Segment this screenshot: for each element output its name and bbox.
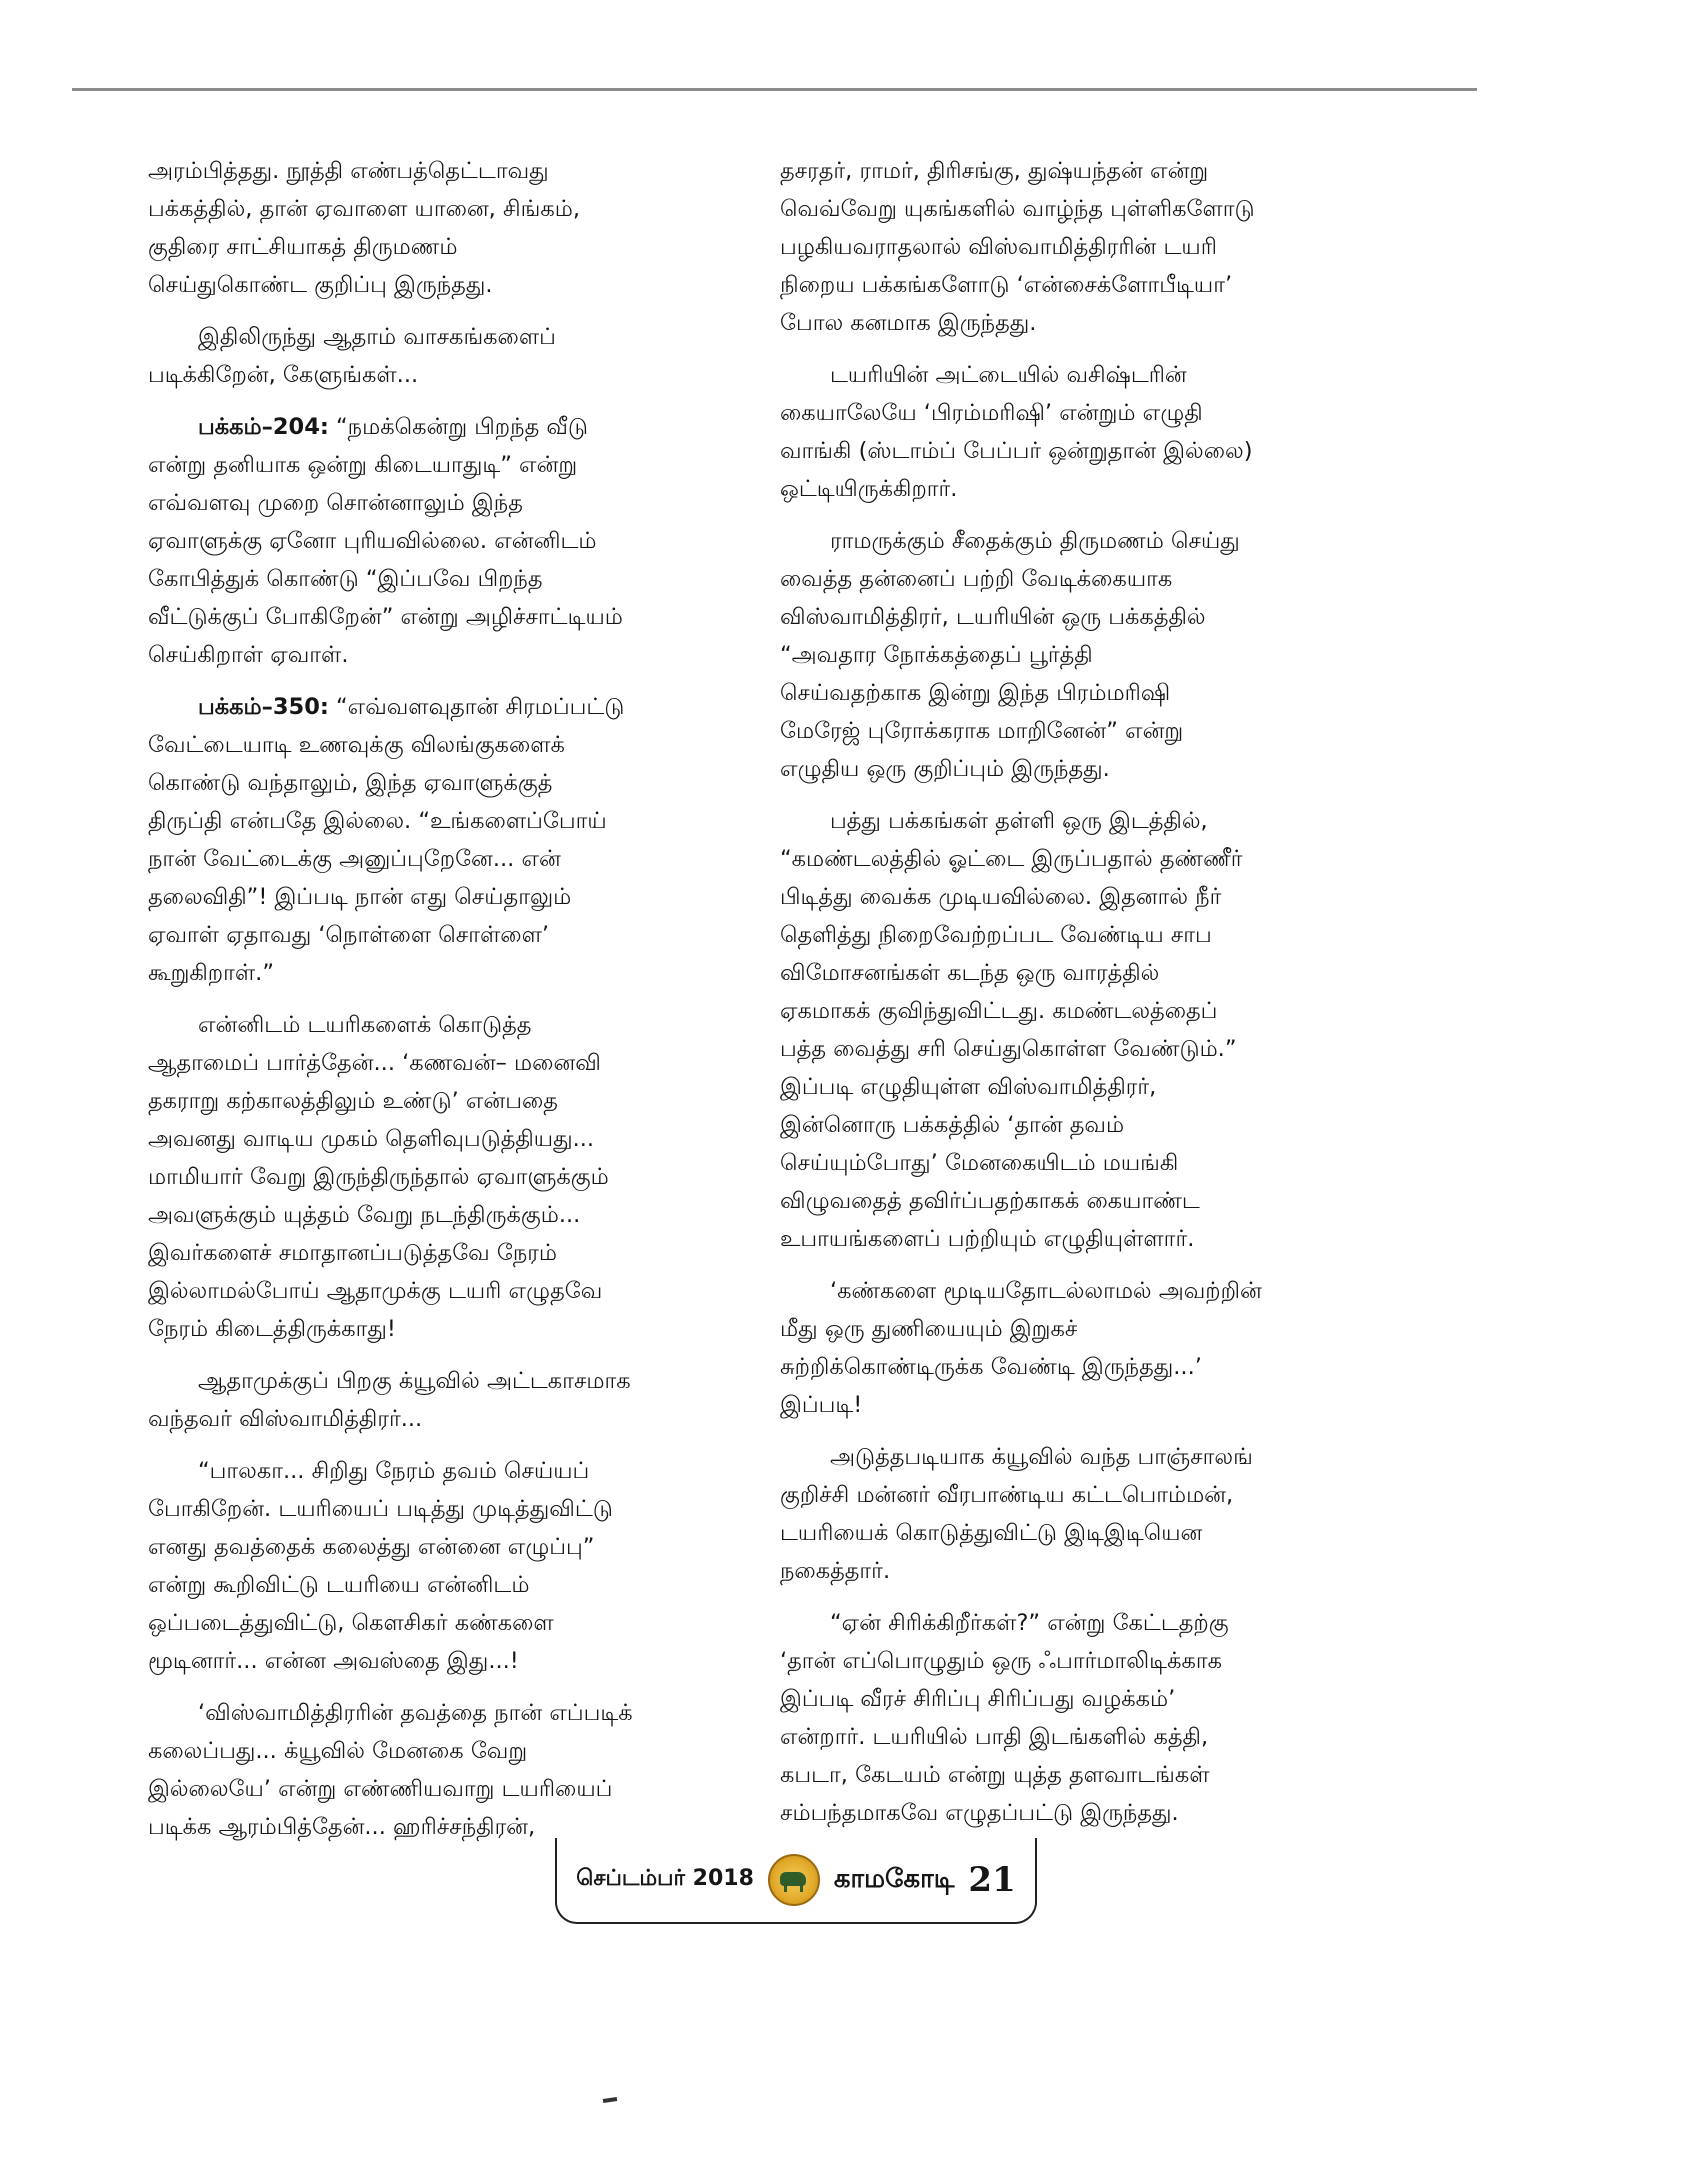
paragraph: அடுத்தபடியாக க்யூவில் வந்த பாஞ்சாலங் குறிச்சி மன்னர் வீரபாண்டிய கட்டபொம்மன், டயரியைக் கொடுத்துவிட்டு இடிஇடியென நகைத்தார். xyxy=(780,1444,1253,1584)
paragraph: தசரதர், ராமர், திரிசங்கு, துஷ்யந்தன் என்று வெவ்வேறு யுகங்களில் வாழ்ந்த புள்ளிகளோடு பழகியவராதலால் விஸ்வாமித்திரரின் டயரி நிறைய பக்கங்களோடு ‘என்சைக்ளோபீடியா’ போல கனமாக இருந்தது. xyxy=(780,158,1255,336)
top-rule xyxy=(72,88,1477,91)
page-number: 21 xyxy=(968,1860,1016,1900)
right-column xyxy=(780,152,1380,1846)
diary-entry-204: பக்கம்–204: “நமக்கென்று பிறந்த வீடு என்று தனியாக ஒன்று கிடையாதுடி” என்று எவ்வளவு முறை சொன்னாலும் இந்த ஏவாளுக்கு ஏனோ புரியவில்லை. என்னிடம் கோபித்துக் கொண்டு “இப்பவே பிறந்த வீட்டுக்குப் போகிறேன்” என்று அழிச்சாட்டியம் செய்கிறாள் ஏவாள். xyxy=(148,414,623,668)
scan-speck xyxy=(603,2097,617,2103)
page-footer xyxy=(555,1838,1037,1924)
paragraph: ‘விஸ்வாமித்திரரின் தவத்தை நான் எப்படிக் கலைப்பது... க்யூவில் மேனகை வேறு இல்லையே’ என்று எண்ணியவாறு டயரியைப் படிக்க ஆரம்பித்தேன்... ஹரிச்சந்திரன், xyxy=(148,1700,633,1840)
cow-emblem-icon xyxy=(768,1854,820,1906)
diary-entry-350: பக்கம்–350: “எவ்வளவுதான் சிரமப்பட்டு வேட்டையாடி உணவுக்கு விலங்குகளைக் கொண்டு வந்தாலும், இந்த ஏவாளுக்குத் திருப்தி என்பதே இல்லை. “உங்களைப்போய் நான் வேட்டைக்கு அனுப்புறேனே... என் தலைவிதி”! இப்படி நான் எது செய்தாலும் ஏவாள் ஏதாவது ‘நொள்ளை சொள்ளை’ கூறுகிறாள்.” xyxy=(148,694,625,986)
paragraph: டயரியின் அட்டையில் வசிஷ்டரின் கையாலேயே ‘பிரம்மரிஷி’ என்றும் எழுதி வாங்கி (ஸ்டாம்ப் பேப்பர் ஒன்றுதான் இல்லை) ஒட்டியிருக்கிறார். xyxy=(780,362,1253,502)
paragraph: ஆதாமுக்குப் பிறகு க்யூவில் அட்டகாசமாக வந்தவர் விஸ்வாமித்திரர்... xyxy=(148,1368,631,1432)
left-column xyxy=(148,152,748,1860)
paragraph: பத்து பக்கங்கள் தள்ளி ஒரு இடத்தில், “கமண்டலத்தில் ஓட்டை இருப்பதால் தண்ணீர் பிடித்து வைக்க முடியவில்லை. இதனால் நீர் தெளித்து நிறைவேற்றப்பட வேண்டிய சாப விமோசனங்கள் கடந்த ஒரு வாரத்தில் ஏகமாகக் குவிந்துவிட்டது. கமண்டலத்தைப் பத்த வைத்து சரி செய்துகொள்ள வேண்டும்.” இப்படி எழுதியுள்ள விஸ்வாமித்திரர், இன்னொரு பக்கத்தில் ‘தான் தவம் செய்யும்போது’ மேனகையிடம் மயங்கி விழுவதைத் தவிர்ப்பதற்காகக் கையாண்ட உபாயங்களைப் பற்றியும் எழுதியுள்ளார். xyxy=(780,808,1243,1252)
paragraph: இதிலிருந்து ஆதாம் வாசகங்களைப் படிக்கிறேன், கேளுங்கள்... xyxy=(148,324,556,388)
magazine-name: காமகோடி xyxy=(833,1863,955,1894)
paragraph: அரம்பித்தது. நூத்தி எண்பத்தெட்டாவது பக்கத்தில், தான் ஏவாளை யானை, சிங்கம், குதிரை சாட்சியாகத் திருமணம் செய்துகொண்ட குறிப்பு இருந்தது. xyxy=(148,158,580,298)
issue-date: செப்டம்பர் 2018 xyxy=(576,1866,754,1891)
paragraph: “பாலகா... சிறிது நேரம் தவம் செய்யப் போகிறேன். டயரியைப் படித்து முடித்துவிட்டு எனது தவத்தைக் கலைத்து என்னை எழுப்பு” என்று கூறிவிட்டு டயரியை என்னிடம் ஒப்படைத்துவிட்டு, கௌசிகர் கண்களை மூடினார்... என்ன அவஸ்தை இது...! xyxy=(148,1458,613,1674)
page-reference: பக்கம்–350: xyxy=(198,694,329,720)
paragraph: “ஏன் சிரிக்கிறீர்கள்?” என்று கேட்டதற்கு ‘தான் எப்பொழுதும் ஒரு ஃபார்மாலிடிக்காக இப்படி வீரச் சிரிப்பு சிரிப்பது வழக்கம்’ என்றார். டயரியில் பாதி இடங்களில் கத்தி, கபடா, கேடயம் என்று யுத்த தளவாடங்கள் சம்பந்தமாகவே எழுதப்பட்டு இருந்தது. xyxy=(780,1610,1229,1826)
page-reference: பக்கம்–204: xyxy=(198,414,329,440)
paragraph: ‘கண்களை மூடியதோடல்லாமல் அவற்றின் மீது ஒரு துணியையும் இறுகச் சுற்றிக்கொண்டிருக்க வேண்டி இருந்தது...’ இப்படி! xyxy=(780,1278,1262,1418)
paragraph: ராமருக்கும் சீதைக்கும் திருமணம் செய்து வைத்த தன்னைப் பற்றி வேடிக்கையாக விஸ்வாமித்திரர், டயரியின் ஒரு பக்கத்தில் “அவதார நோக்கத்தைப் பூர்த்தி செய்வதற்காக இன்று இந்த பிரம்மரிஷி மேரேஜ் புரோக்கராக மாறினேன்” என்று எழுதிய ஒரு குறிப்பும் இருந்தது. xyxy=(780,528,1240,782)
paragraph: என்னிடம் டயரிகளைக் கொடுத்த ஆதாமைப் பார்த்தேன்... ‘கணவன்– மனைவி தகராறு கற்காலத்திலும் உண்டு’ என்பதை அவனது வாடிய முகம் தெளிவுபடுத்தியது... மாமியார் வேறு இருந்திருந்தால் ஏவாளுக்கும் அவளுக்கும் யுத்தம் வேறு நடந்திருக்கும்... இவர்களைச் சமாதானப்படுத்தவே நேரம் இல்லாமல்போய் ஆதாமுக்கு டயரி எழுதவே நேரம் கிடைத்திருக்காது! xyxy=(148,1012,609,1342)
